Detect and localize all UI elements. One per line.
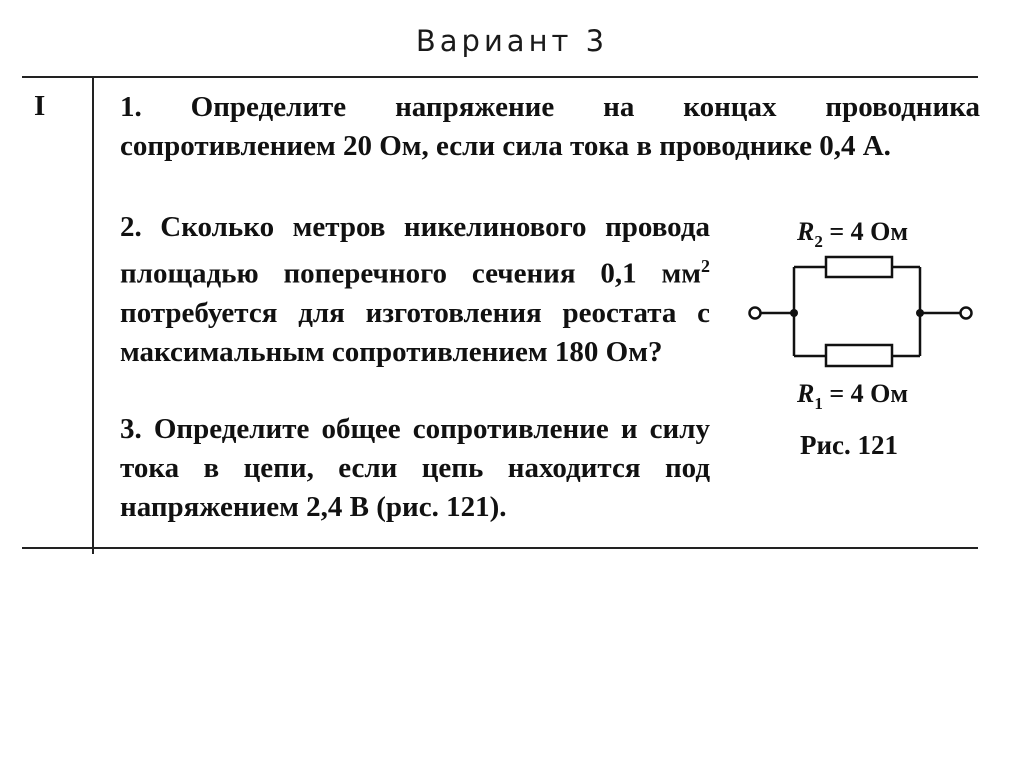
r1-value: = 4 Ом [822, 379, 909, 408]
section-number: I [34, 90, 46, 122]
r1-symbol: R [797, 379, 815, 408]
figure-caption: Рис. 121 [800, 430, 899, 460]
resistor-r2 [826, 257, 892, 277]
page-title: Вариант 3 [415, 24, 609, 58]
bottom-divider [22, 547, 978, 549]
task-1 [120, 88, 980, 166]
r2-symbol: R [797, 217, 815, 246]
r1-subscript: 1 [814, 394, 823, 413]
r1-label [796, 379, 908, 413]
column-divider [92, 76, 94, 554]
r2-label [796, 217, 908, 251]
r2-subscript: 2 [814, 232, 823, 251]
task-2-superscript: 2 [701, 256, 710, 276]
task-1-number: 1. [120, 91, 142, 123]
task-1-text: Определите напряжение на концах проводника сопротивлением 20 Ом, если сила тока в проводнике 0,4 А. [120, 91, 980, 162]
right-terminal [961, 308, 972, 319]
left-terminal [750, 308, 761, 319]
task-3-text: Определите общее сопротивление и силу тока в цепи, если цепь находится под напряжением 2,4 В (рис. 121). [120, 413, 710, 523]
resistor-r1 [826, 345, 892, 366]
top-divider [22, 76, 978, 78]
r2-value: = 4 Ом [822, 217, 909, 246]
task-2-text-part1: Сколько метров никелинового провода площадью поперечного сечения 0,1 мм [120, 211, 710, 290]
task-3 [120, 410, 710, 527]
task-2-text-part2: потребуется для изготовления реостата с максимальным сопротивлением 180 Ом? [120, 296, 710, 368]
task-2 [120, 208, 710, 372]
task-2-number: 2. [120, 211, 142, 243]
task-3-number: 3. [120, 413, 142, 445]
